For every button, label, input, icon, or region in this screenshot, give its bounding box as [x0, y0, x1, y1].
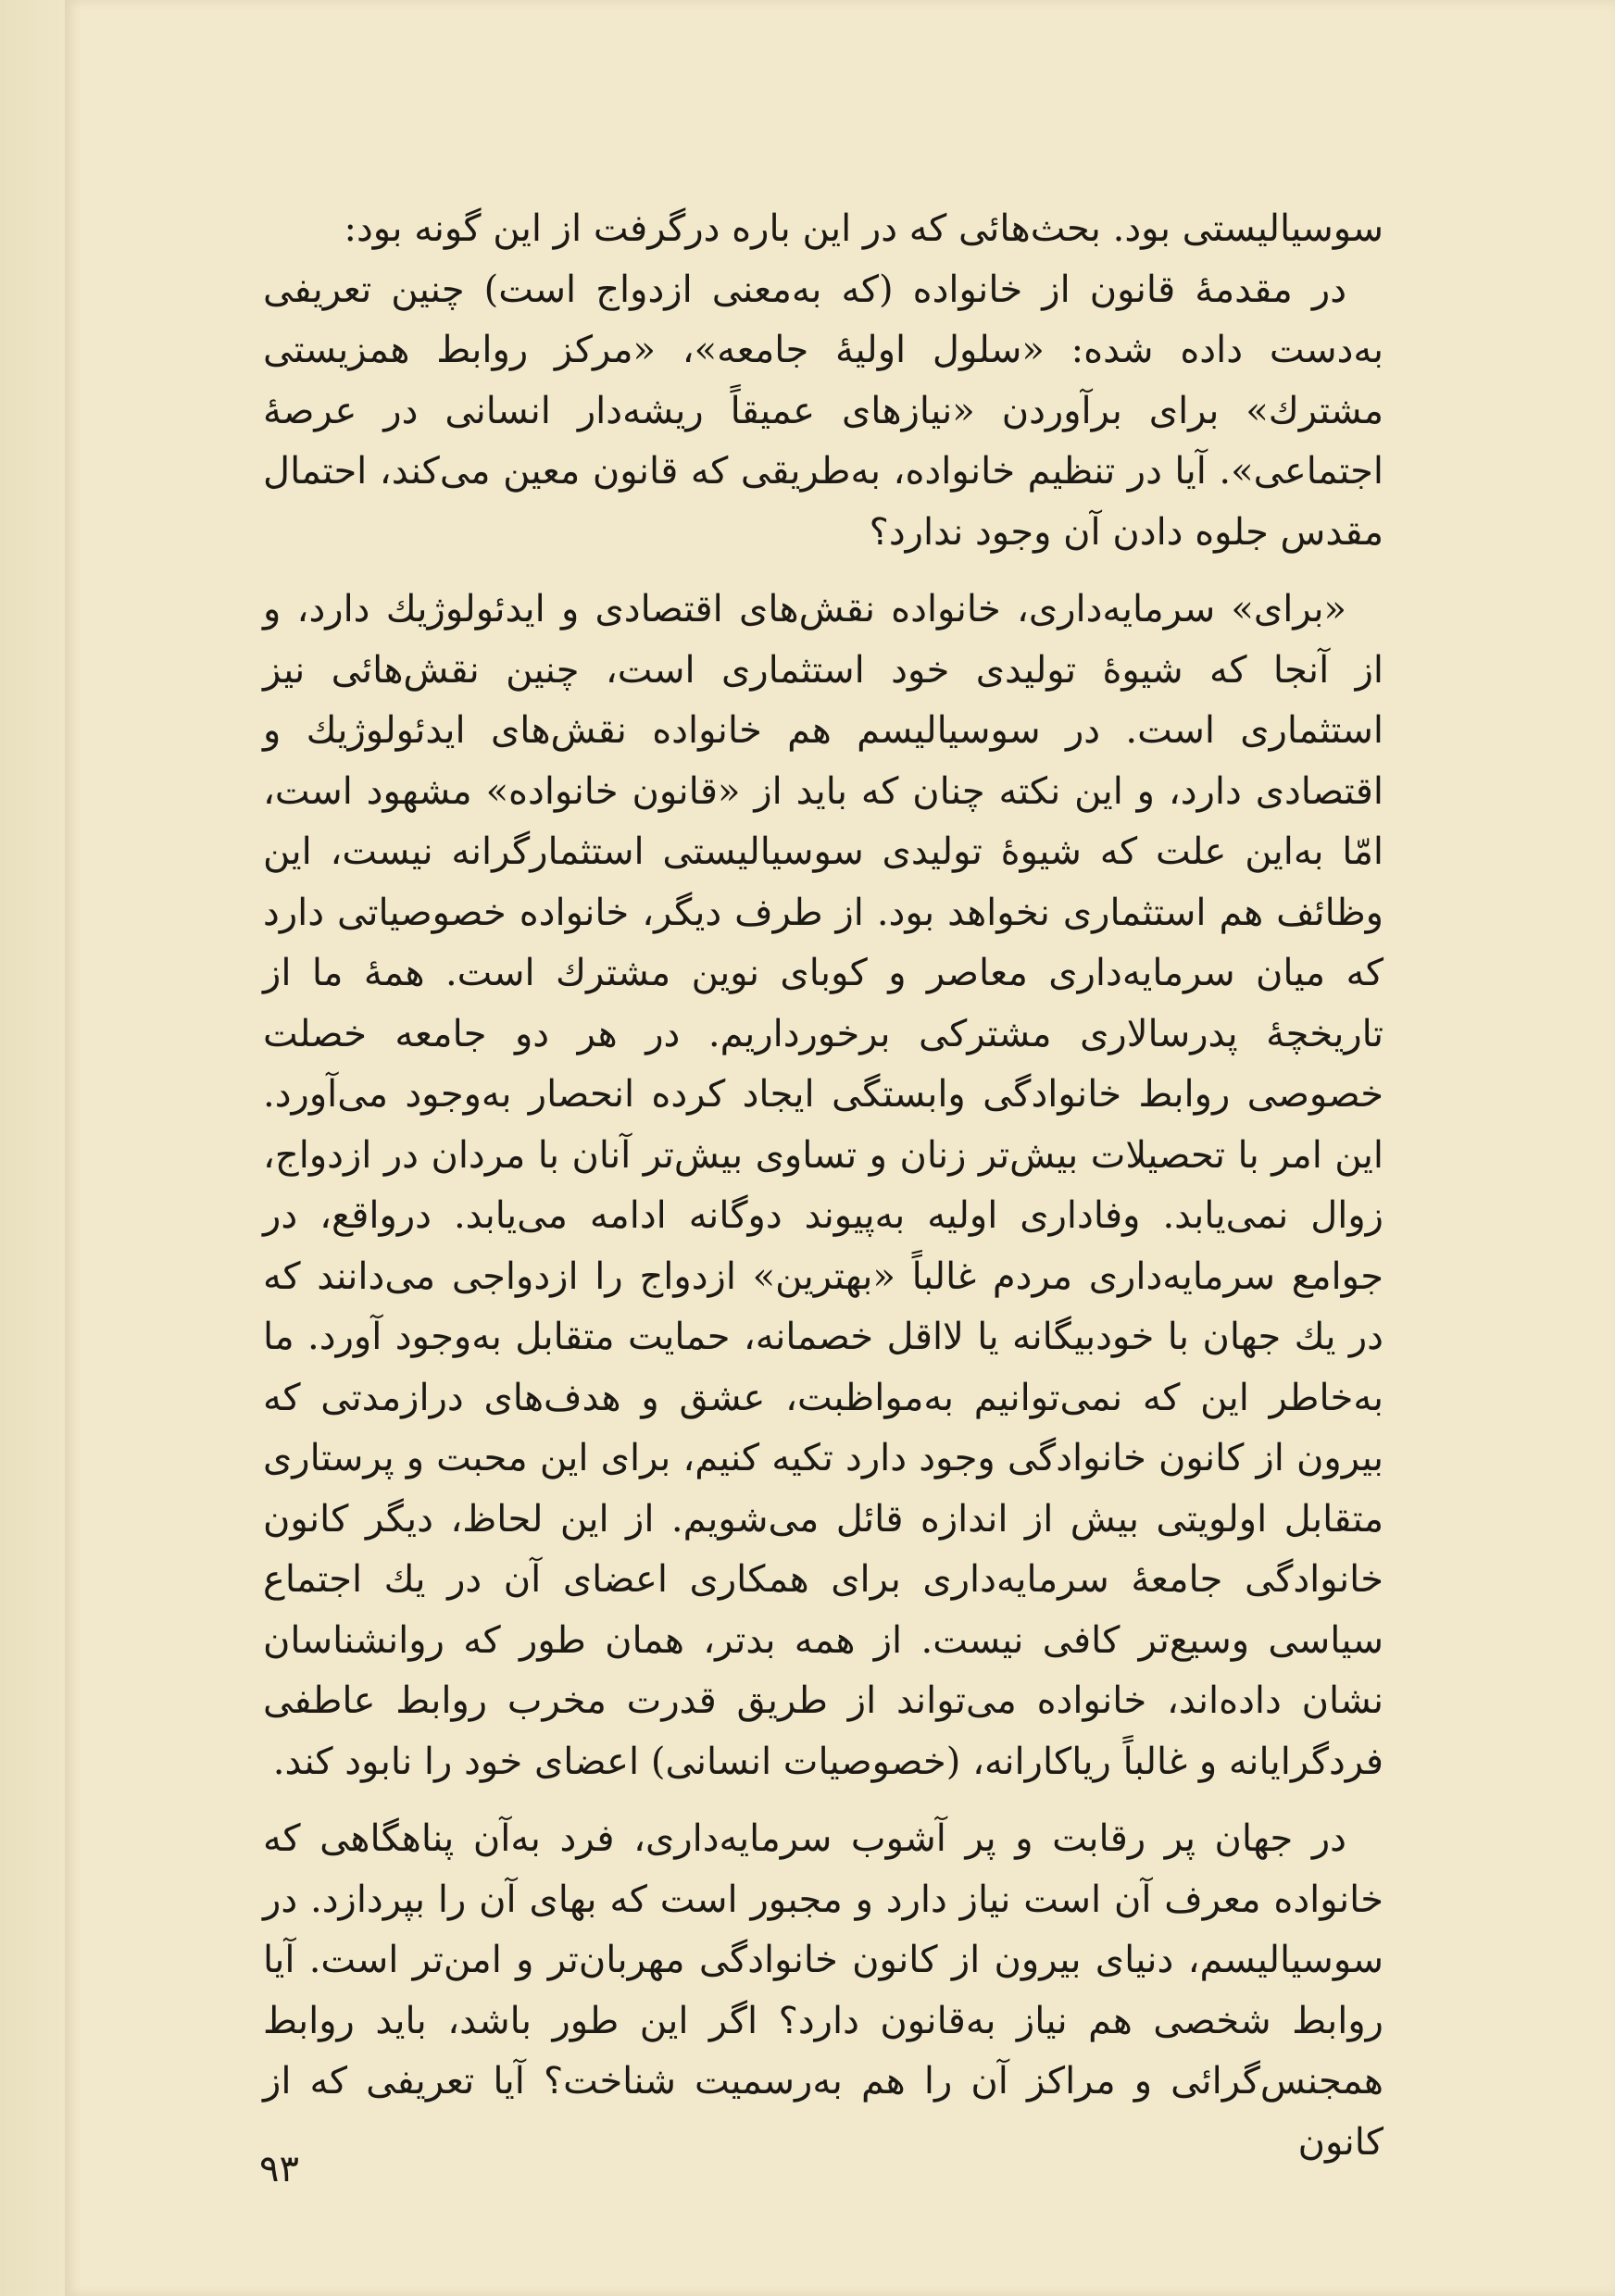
paragraph-2: در مقدمهٔ قانون از خانواده (که به‌معنی ازدواج است) چنین تعریفی به‌دست داده شده: «سلول اولیهٔ جامعه»، «مرکز روابط همزیستی مشترك» برای برآوردن «نیازهای عمیقاً ریشه‌دار انسانی در عرصهٔ اجتماعی». آیا در تنظیم خانواده، به‌طریقی که قانون معین می‌کند، احتمال مقدس جلوه دادن آن وجود ندارد؟: [263, 268, 1383, 554]
body-text: [263, 199, 1383, 2173]
scan-margin: [0, 0, 65, 2296]
paragraph-4: در جهان پر رقابت و پر آشوب سرمایه‌داری، فرد به‌آن پناهگاهی که خانواده معرف آن است نیاز دارد و مجبور است که بهای آن را بپردازد. در سوسیالیسم، دنیای بیرون از کانون خانوادگی مهربان‌تر و امن‌تر است. آیا روابط شخصی هم نیاز به‌قانون دارد؟ اگر این طور باشد، باید روابط همجنس‌گرائی و مراکز آن را هم به‌رسمیت شناخت؟ آیا تعریفی که از کانون: [263, 1817, 1383, 2164]
book-page: [65, 0, 1615, 2296]
paragraph-3: «برای» سرمایه‌داری، خانواده نقش‌های اقتصادی و ایدئولوژیك دارد، و از آنجا که شیوهٔ تولیدی خود استثماری است، چنین نقش‌هائی نیز استثماری است. در سوسیالیسم هم خانواده نقش‌های ایدئولوژیك و اقتصادی دارد، و این نکته چنان که باید از «قانون خانواده» مشهود است، امّا به‌این علت که شیوهٔ تولیدی سوسیالیستی استثمارگرانه نیست، این وظائف هم استثماری نخواهد بود. از طرف دیگر، خانواده خصوصیاتی دارد که میان سرمایه‌داری معاصر و کوبای نوین مشترك است. همهٔ ما از تاریخچهٔ پدرسالاری مشترکی برخورداریم. در هر دو جامعه خصلت خصوصی روابط خانوادگی وابستگی ایجاد کرده انحصار به‌وجود می‌آورد. این امر با تحصیلات بیش‌تر زنان و تساوی بیش‌تر آنان با مردان در ازدواج، زوال نمی‌یابد. وفاداری اولیه به‌پیوند دوگانه ادامه می‌یابد. درواقع، در جوامع سرمایه‌داری مردم غالباً «بهترین» ازدواج را ازدواجی می‌دانند که در یك جهان با خودبیگانه یا لااقل خصمانه، حمایت متقابل به‌وجود آورد. ما به‌خاطر این که نمی‌توانیم به‌مواظبت، عشق و هدف‌های درازمدتی که بیرون از کانون خانوادگی وجود دارد تکیه کنیم، برای این محبت و پرستاری متقابل اولویتی بیش از اندازه قائل می‌شویم. از این لحاظ، دیگر کانون خانوادگی جامعهٔ سرمایه‌داری برای همکاری اعضای آن در یك اجتماع سیاسی وسیع‌تر کافی نیست. از همه بدتر، همان طور که روانشناسان نشان داده‌اند، خانواده می‌تواند از طریق قدرت مخرب روابط عاطفی فردگرایانه و غالباً ریاکارانه، (خصوصیات انسانی) اعضای خود را نابود کند.: [263, 588, 1383, 1783]
paragraph-1: سوسیالیستی بود. بحث‌هائی که در این باره درگرفت از این گونه بود:: [344, 207, 1383, 250]
page-number: ۹۳: [259, 2148, 299, 2190]
